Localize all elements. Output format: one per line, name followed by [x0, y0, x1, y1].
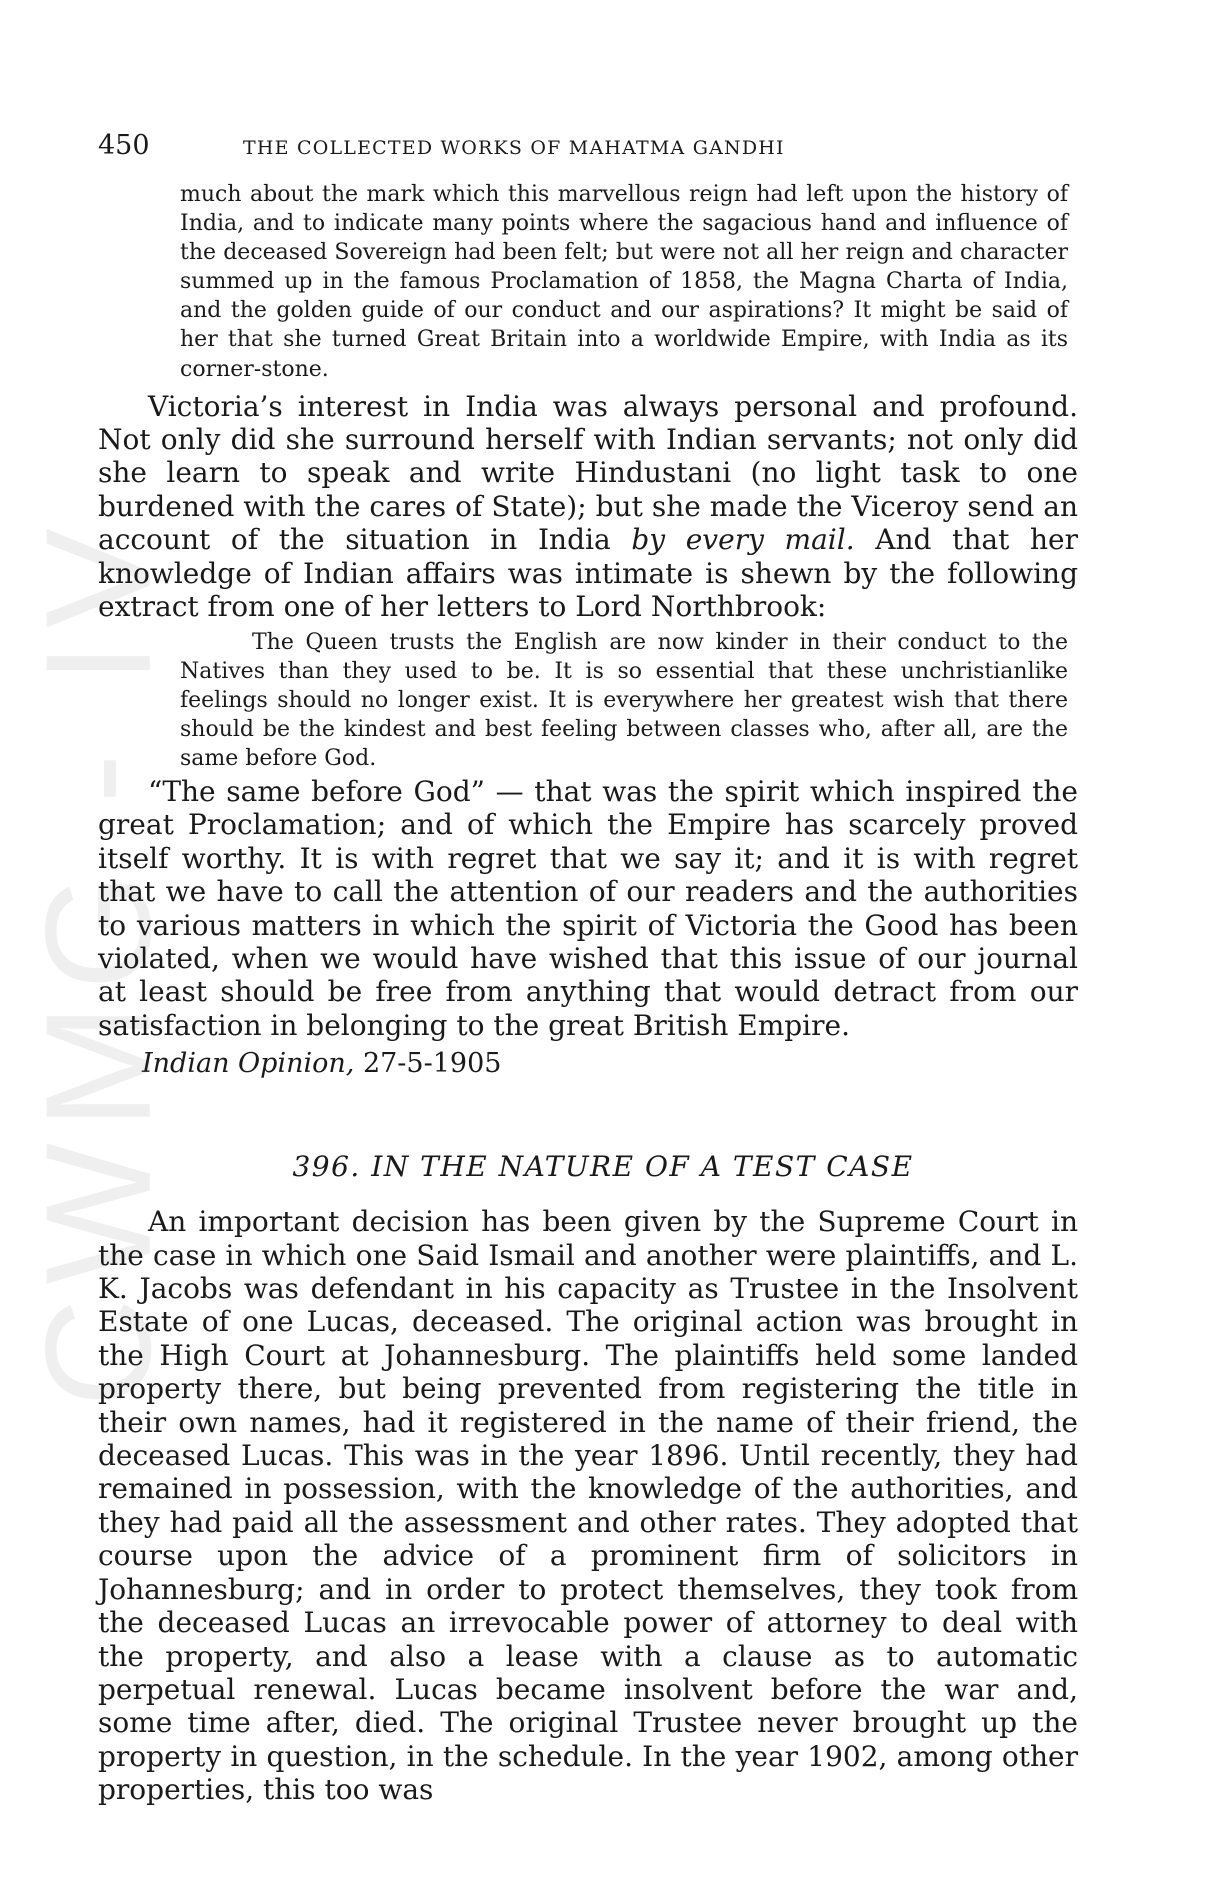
page: [98, 130, 1078, 1807]
section-title: 396. IN THE NATURE OF A TEST CASE: [292, 1150, 914, 1184]
quote-text: much about the mark which this marvellous reign had left upon the history of India, and to indicate many points where the sagacious hand and influence of the deceased Sovereign had been felt; but were not all her reign and character summed up in the famous Proclamation of 1858, the Magna Charta of India, and the golden guide of our conduct and our aspirations? It might be said of her that she turned Great Britain into a worldwide Empire, with India as its corner-stone.: [180, 182, 1068, 382]
source-date: 27-5-1905: [362, 1048, 502, 1080]
page-number: 450: [98, 130, 150, 161]
source-publication: Indian Opinion,: [142, 1048, 355, 1080]
paragraph-text-end: And that her knowledge of Indian affairs was intimate is shewn by the following extract from one of her letters to Lord Northbrook:: [98, 523, 1078, 624]
source-citation: [142, 1044, 1078, 1084]
emphasis-text: by every mail.: [631, 523, 855, 557]
paragraph-text: Victoria’s interest in India was always personal and profound. Not only did she surround herself with Indian servants; not only did she learn to speak and write Hindustani (no light task to one burdened with the cares of State); but she made the Viceroy send an account of the situation in India: [98, 389, 1078, 557]
block-quote-continued: [180, 180, 1068, 384]
running-head: THE COLLECTED WORKS OF MAHATMA GANDHI: [243, 137, 785, 159]
paragraph-victoria-interest: [98, 390, 1078, 624]
quote-text: The Queen trusts the English are now kinder in their conduct to the Natives than they used to be. It is so essential that these unchristianlike feelings should no longer exist. It is everywhere her greatest wish that there should be the kindest and best feeling between classes who, after all, are the same before God.: [180, 629, 1068, 771]
paragraph-test-case: An important decision has been given by the Supreme Court in the case in which one Said Ismail and another were plaintiffs, and L. K. Jacobs was defendant in his capacity as Trustee in the Insolvent Estate of one Lucas, deceased. The original action was brought in the High Court at Johannesburg. The plaintiffs held some landed property there, but being prevented from registering the title in their own names, had it registered in the name of their friend, the deceased Lucas. This was in the year 1896. Until recently, they had remained in possession, with the knowledge of the authorities, and they had paid all the assessment and other rates. They adopted that course upon the advice of a prominent firm of solicitors in Johannesburg; and in order to protect themselves, they took from the deceased Lucas an irrevocable power of attorney to deal with the property, and also a lease with a clause as to automatic perpetual renewal. Lucas became insolvent before the war and, some time after, died. The original Trustee never brought up the property in question, in the schedule. In the year 1902, among other properties, this too was: [98, 1205, 1078, 1807]
page-header: [98, 130, 1078, 180]
paragraph-same-before-god: “The same before God” — that was the spirit which inspired the great Proclamation; and of which the Empire has scarcely proved itself worthy. It is with regret that we say it; and it is with regret that we have to call the attention of our readers and the authorities to various matters in which the spirit of Victoria the Good has been violated, when we would have wished that this issue of our journal at least should be free from anything that would detract from our satisfaction in belonging to the great British Empire.: [98, 774, 1078, 1042]
watermark-text: CWMG - IV: [13, 513, 182, 1407]
block-quote-queen-letter: [180, 628, 1068, 773]
